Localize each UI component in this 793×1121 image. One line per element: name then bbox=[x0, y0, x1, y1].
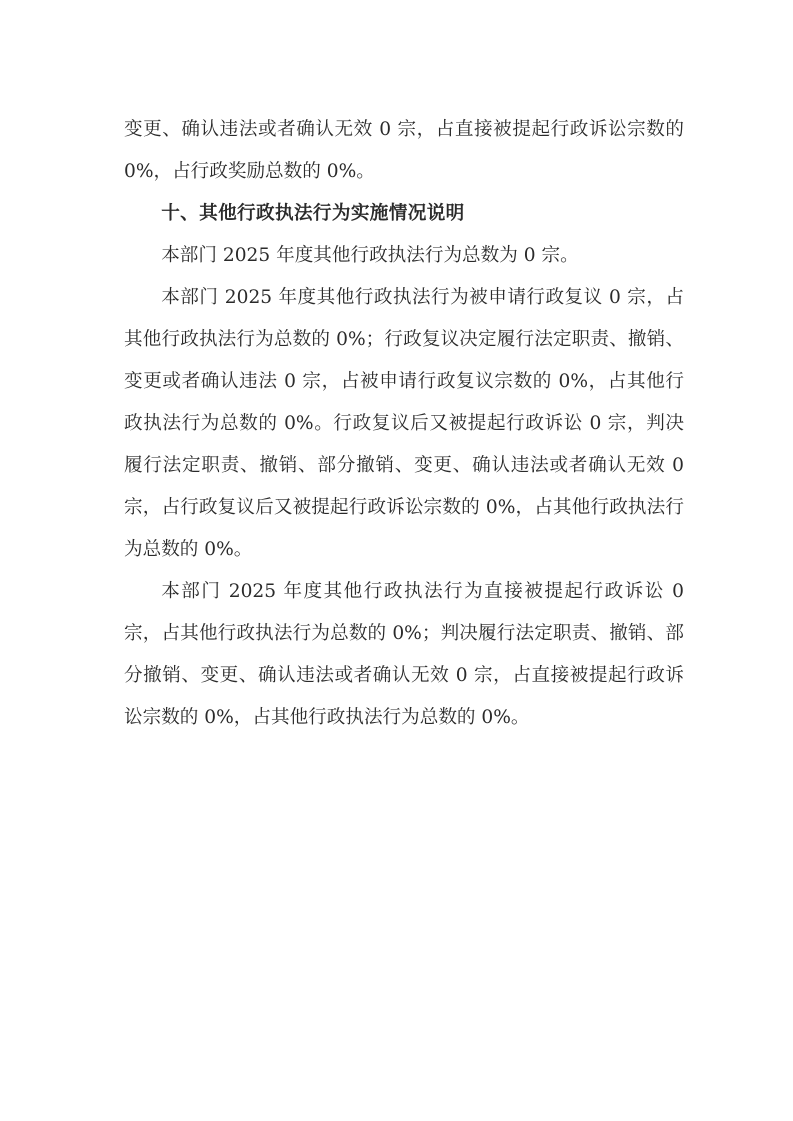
document-body bbox=[124, 109, 684, 739]
paragraph-review: 本部门 2025 年度其他行政执法行为被申请行政复议 0 宗，占其他行政执法行为总数的 0%；行政复议决定履行法定职责、撤销、变更或者确认违法 0 宗，占被申请行政复议宗数的 0%，占其他行政执法行为总数的 0%。行政复议后又被提起行政诉讼 0 宗，判决履行法定职责、撤销、部分撤销、变更、确认违法或者确认无效 0 宗，占行政复议后又被提起行政诉讼宗数的 0%，占其他行政执法行为总数的 0%。 bbox=[124, 287, 684, 560]
paragraph-continuation: 变更、确认违法或者确认无效 0 宗，占直接被提起行政诉讼宗数的 0%，占行政奖励总数的 0%。 bbox=[124, 119, 684, 182]
paragraph-litigation: 本部门 2025 年度其他行政执法行为直接被提起行政诉讼 0 宗，占其他行政执法行为总数的 0%；判决履行法定职责、撤销、部分撤销、变更、确认违法或者确认无效 0 宗，占直接被提起行政诉讼宗数的 0%，占其他行政执法行为总数的 0%。 bbox=[124, 581, 684, 728]
section-heading: 十、其他行政执法行为实施情况说明 bbox=[161, 203, 465, 224]
paragraph-total: 本部门 2025 年度其他行政执法行为总数为 0 宗。 bbox=[161, 245, 579, 266]
